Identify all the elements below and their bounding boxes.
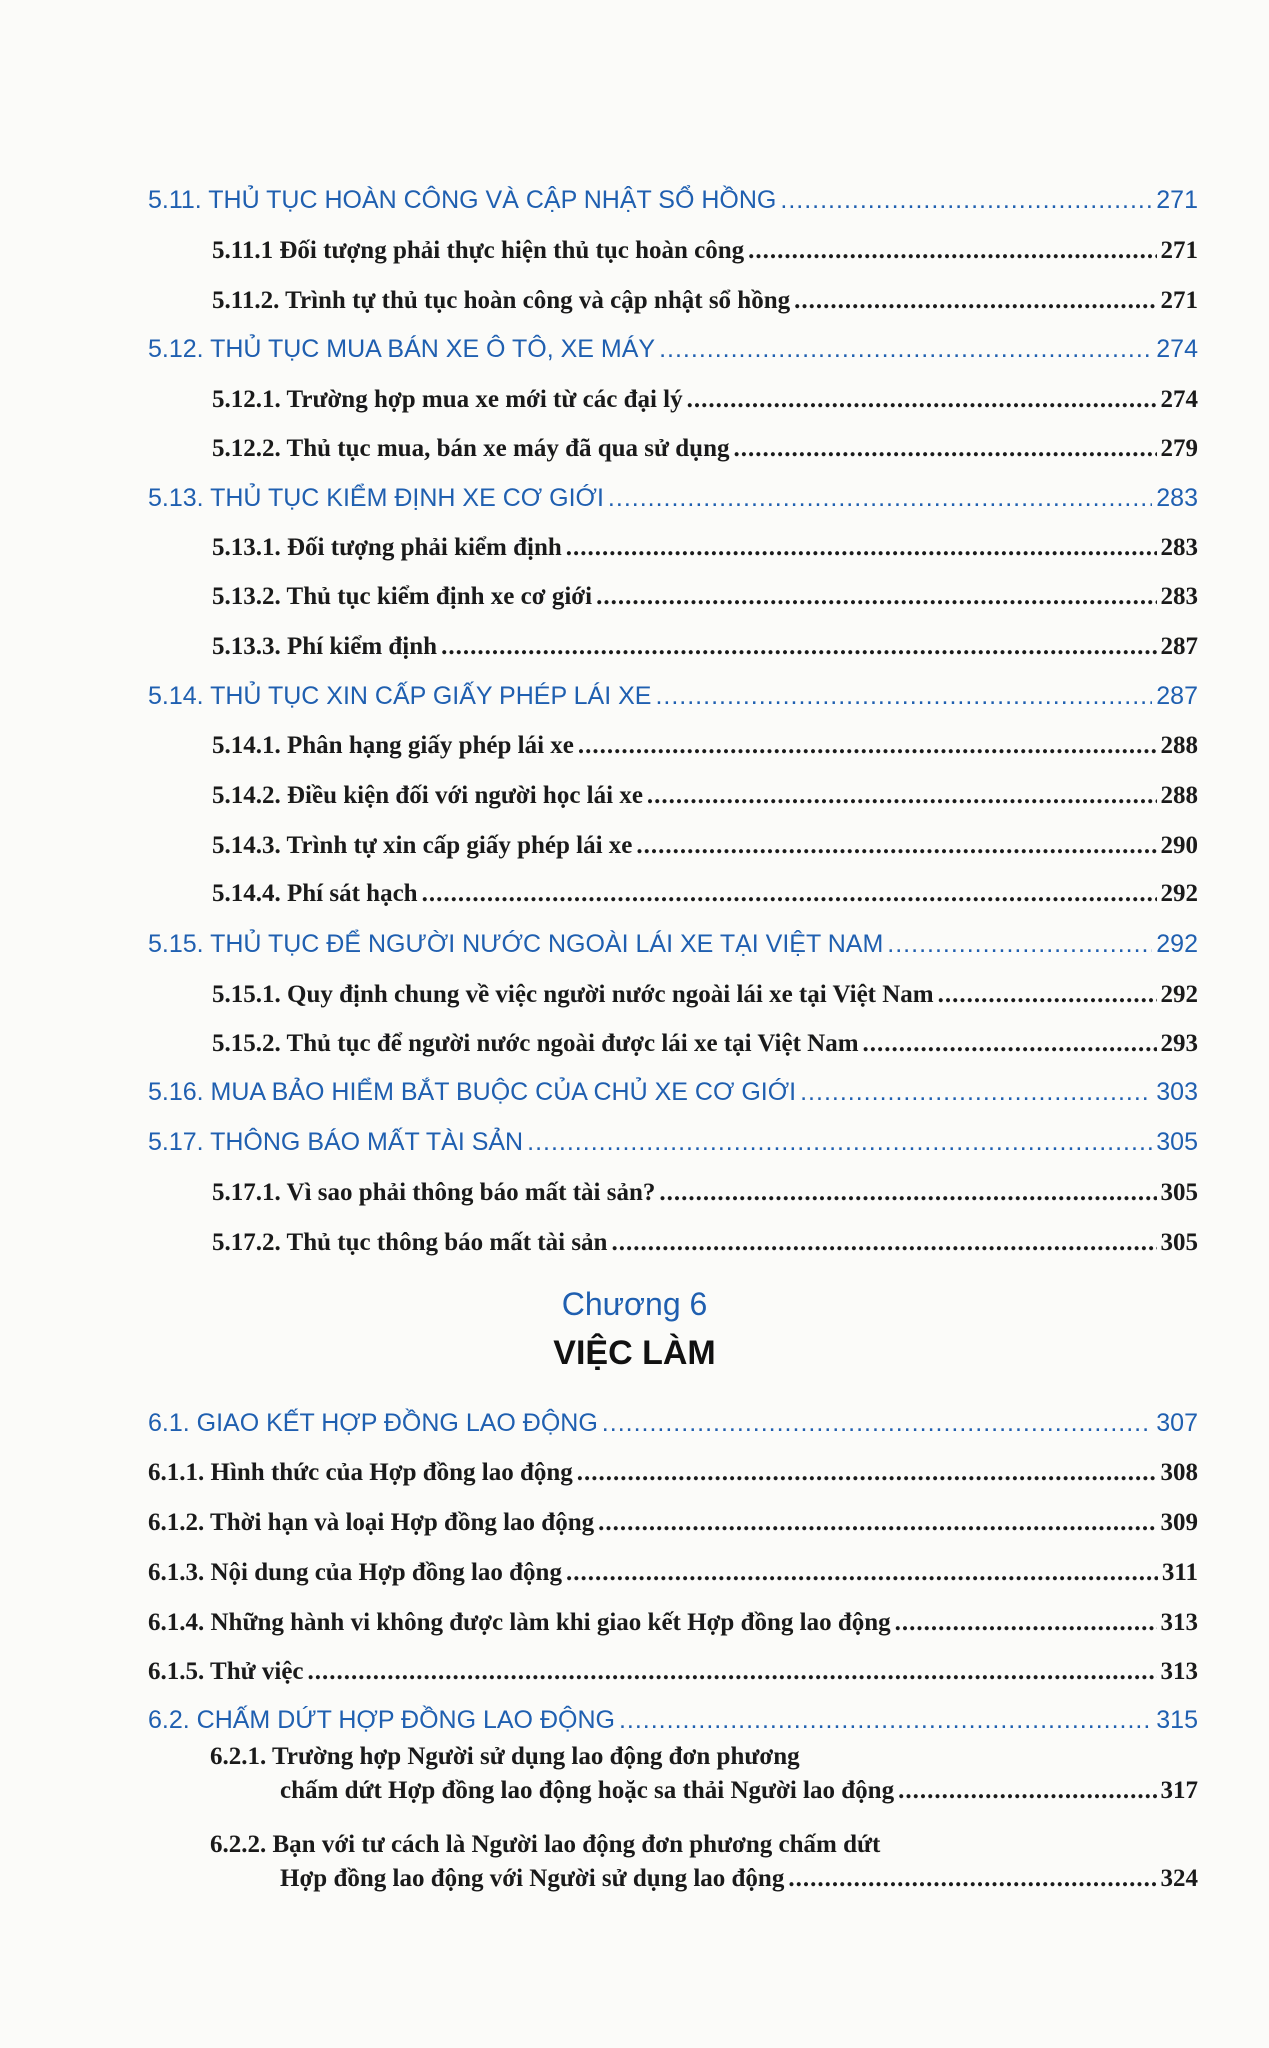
- toc-page-number: 290: [1160, 832, 1198, 859]
- toc-entry-title: 5.13.2. Thủ tục kiểm định xe cơ giới: [212, 583, 593, 610]
- toc-subsection-entry: [212, 385, 1198, 415]
- toc-subsection-entry: [212, 632, 1198, 662]
- toc-page-number: 287: [1160, 633, 1198, 660]
- toc-section-entry: [148, 681, 1198, 711]
- toc-subsection-entry: [212, 434, 1198, 464]
- toc-page-number: 305: [1160, 1229, 1198, 1256]
- toc-entry-title: 5.11. THỦ TỤC HOÀN CÔNG VÀ CẬP NHẬT SỔ HỒNG: [148, 186, 777, 214]
- toc-entry-title-line2: Hợp đồng lao động với Người sử dụng lao động: [280, 1865, 785, 1892]
- chapter-title: VIỆC LÀM: [553, 1334, 716, 1372]
- toc-entry-title: 5.13. THỦ TỤC KIỂM ĐỊNH XE CƠ GIỚI: [148, 484, 604, 512]
- toc-subsection-entry: [212, 879, 1198, 909]
- toc-entry-title: 5.15.1. Quy định chung về việc người nước ngoài lái xe tại Việt Nam: [212, 981, 934, 1008]
- toc-section-entry: [148, 1077, 1198, 1107]
- toc-leader-dots: [794, 286, 1156, 316]
- toc-leader-dots: [687, 385, 1157, 415]
- toc-entry-title: 6.1.1. Hình thức của Hợp đồng lao động: [148, 1459, 573, 1486]
- toc-leader-dots: [566, 1558, 1158, 1588]
- toc-page-number: 287: [1156, 682, 1198, 710]
- toc-page-number: 271: [1160, 237, 1198, 264]
- toc-entry-title: 5.12.1. Trường hợp mua xe mới từ các đại lý: [212, 386, 683, 413]
- toc-entry-title: 6.1. GIAO KẾT HỢP ĐỒNG LAO ĐỘNG: [148, 1409, 598, 1437]
- toc-page-number: 292: [1160, 981, 1198, 1008]
- toc-subsection-entry: [212, 533, 1198, 563]
- toc-subsection-entry: [212, 236, 1198, 266]
- toc-leader-dots: [748, 236, 1156, 266]
- toc-page-number: 309: [1160, 1509, 1198, 1536]
- toc-page-number: 315: [1156, 1706, 1198, 1734]
- toc-entry-title: 5.17. THÔNG BÁO MẤT TÀI SẢN: [148, 1128, 524, 1156]
- toc-leader-dots: [636, 831, 1156, 861]
- toc-page-number: 283: [1156, 484, 1198, 512]
- toc-leader-dots: [608, 483, 1152, 513]
- toc-entry-title: 5.17.1. Vì sao phải thông báo mất tài sản?: [212, 1179, 656, 1206]
- toc-leader-dots: [863, 1029, 1157, 1059]
- toc-page-number: 274: [1160, 386, 1198, 413]
- toc-entry-title: 5.15.2. Thủ tục để người nước ngoài được lái xe tại Việt Nam: [212, 1030, 859, 1057]
- toc-entry-title: 5.13.1. Đối tượng phải kiểm định: [212, 534, 562, 561]
- toc-leader-dots: [655, 681, 1152, 711]
- toc-entry-title: 5.12.2. Thủ tục mua, bán xe máy đã qua sử dụng: [212, 435, 730, 462]
- toc-page-number: 288: [1160, 732, 1198, 759]
- toc-page-number: 305: [1156, 1128, 1198, 1156]
- toc-leader-dots: [566, 533, 1157, 563]
- toc-entry-title: 6.2. CHẤM DỨT HỢP ĐỒNG LAO ĐỘNG: [148, 1706, 615, 1734]
- toc-section-entry: [148, 1705, 1198, 1735]
- toc-leader-dots: [733, 434, 1156, 464]
- toc-entry-title: 5.13.3. Phí kiểm định: [212, 633, 438, 660]
- toc-page-number: 292: [1156, 930, 1198, 958]
- toc-entry-title: 5.14.2. Điều kiện đối với người học lái xe: [212, 782, 643, 809]
- toc-leader-dots: [596, 582, 1156, 612]
- toc-leader-dots: [527, 1127, 1152, 1157]
- toc-section-entry: [148, 483, 1198, 513]
- toc-entry-title: 5.15. THỦ TỤC ĐỂ NGƯỜI NƯỚC NGOÀI LÁI XE TẠI VIỆT NAM: [148, 930, 884, 958]
- toc-page-number: 283: [1160, 583, 1198, 610]
- toc-page-number: 311: [1161, 1559, 1198, 1586]
- toc-page-number: 271: [1156, 186, 1198, 214]
- toc-leader-dots: [578, 731, 1157, 761]
- toc-page-number: 307: [1156, 1409, 1198, 1437]
- toc-subsection-entry: [148, 1558, 1198, 1588]
- toc-leader-dots: [611, 1228, 1156, 1258]
- toc-page-number: 271: [1160, 287, 1198, 314]
- toc-section-entry: [148, 334, 1198, 364]
- toc-leader-dots: [619, 1705, 1152, 1735]
- toc-subsection-entry: [212, 731, 1198, 761]
- toc-leader-dots: [577, 1458, 1157, 1488]
- toc-subsection-entry: [148, 1508, 1198, 1538]
- toc-subsection-entry: [212, 286, 1198, 316]
- toc-page-number: 279: [1160, 435, 1198, 462]
- toc-section-entry: [148, 185, 1198, 215]
- toc-entry-title: 6.1.4. Những hành vi không được làm khi giao kết Hợp đồng lao động: [148, 1609, 891, 1636]
- toc-entry-title-line2-row: [280, 1862, 1198, 1896]
- toc-section-entry: [148, 1408, 1198, 1438]
- toc-leader-dots: [422, 879, 1157, 909]
- toc-leader-dots: [441, 632, 1156, 662]
- toc-entry-title: 5.14.4. Phí sát hạch: [212, 880, 418, 907]
- toc-page-number: 288: [1160, 782, 1198, 809]
- toc-leader-dots: [659, 334, 1152, 364]
- toc-page-number: 305: [1160, 1179, 1198, 1206]
- toc-entry-title-line2-row: [280, 1774, 1198, 1808]
- toc-leader-dots: [788, 1862, 1156, 1896]
- toc-page-number: 303: [1156, 1078, 1198, 1106]
- toc-leader-dots: [647, 781, 1157, 811]
- toc-page-number: 308: [1160, 1459, 1198, 1486]
- toc-entry-title-line1: 6.2.1. Trường hợp Người sử dụng lao động đơn phương: [210, 1743, 800, 1770]
- toc-leader-dots: [602, 1408, 1152, 1438]
- toc-subsection-entry-multiline: [210, 1828, 1198, 1896]
- toc-entry-title: 5.12. THỦ TỤC MUA BÁN XE Ô TÔ, XE MÁY: [148, 335, 656, 363]
- toc-leader-dots: [780, 185, 1152, 215]
- toc-subsection-entry: [212, 1228, 1198, 1258]
- toc-subsection-entry: [212, 1029, 1198, 1059]
- toc-page-number: 317: [1160, 1777, 1198, 1804]
- toc-subsection-entry: [212, 831, 1198, 861]
- toc-leader-dots: [598, 1508, 1156, 1538]
- toc-page-number: 313: [1160, 1609, 1198, 1636]
- toc-page-number: 292: [1160, 880, 1198, 907]
- toc-page-number: 283: [1160, 534, 1198, 561]
- toc-entry-title: 5.14. THỦ TỤC XIN CẤP GIẤY PHÉP LÁI XE: [148, 682, 652, 710]
- toc-section-entry: [148, 1127, 1198, 1157]
- chapter-number: Chương 6: [561, 1286, 708, 1322]
- toc-subsection-entry: [212, 781, 1198, 811]
- toc-subsection-entry: [148, 1657, 1198, 1687]
- toc-entry-title: 5.11.2. Trình tự thủ tục hoàn công và cập nhật sổ hồng: [212, 287, 791, 314]
- toc-page-number: 324: [1160, 1865, 1198, 1892]
- toc-subsection-entry: [148, 1608, 1198, 1638]
- toc-leader-dots: [308, 1657, 1157, 1687]
- toc-subsection-entry: [212, 1178, 1198, 1208]
- toc-entry-title: 5.14.3. Trình tự xin cấp giấy phép lái xe: [212, 832, 633, 859]
- toc-subsection-entry: [212, 582, 1198, 612]
- toc-leader-dots: [938, 980, 1157, 1010]
- toc-subsection-entry: [212, 980, 1198, 1010]
- toc-subsection-entry: [148, 1458, 1198, 1488]
- toc-page-number: 293: [1160, 1030, 1198, 1057]
- toc-entry-title: 5.17.2. Thủ tục thông báo mất tài sản: [212, 1229, 608, 1256]
- toc-leader-dots: [659, 1178, 1156, 1208]
- toc-section-entry: [148, 929, 1198, 959]
- toc-leader-dots: [887, 929, 1152, 959]
- toc-entry-title: 5.11.1 Đối tượng phải thực hiện thủ tục hoàn công: [212, 237, 745, 264]
- toc-page-number: 274: [1156, 335, 1198, 363]
- toc-entry-title: 5.16. MUA BẢO HIỂM BẮT BUỘC CỦA CHỦ XE CƠ GIỚI: [148, 1078, 797, 1106]
- toc-entry-title: 5.14.1. Phân hạng giấy phép lái xe: [212, 732, 574, 759]
- toc-subsection-entry-multiline: [210, 1740, 1198, 1808]
- toc-leader-dots: [800, 1077, 1152, 1107]
- toc-entry-title-line1: 6.2.2. Bạn với tư cách là Người lao động đơn phương chấm dứt: [210, 1831, 881, 1858]
- toc-page-number: 313: [1160, 1658, 1198, 1685]
- toc-leader-dots: [898, 1774, 1156, 1808]
- toc-entry-title: 6.1.5. Thử việc: [148, 1658, 304, 1685]
- toc-entry-title-line2: chấm dứt Hợp đồng lao động hoặc sa thải Người lao động: [280, 1777, 895, 1804]
- toc-entry-title: 6.1.3. Nội dung của Hợp đồng lao động: [148, 1559, 562, 1586]
- toc-leader-dots: [895, 1608, 1157, 1638]
- toc-entry-title: 6.1.2. Thời hạn và loại Hợp đồng lao động: [148, 1509, 595, 1536]
